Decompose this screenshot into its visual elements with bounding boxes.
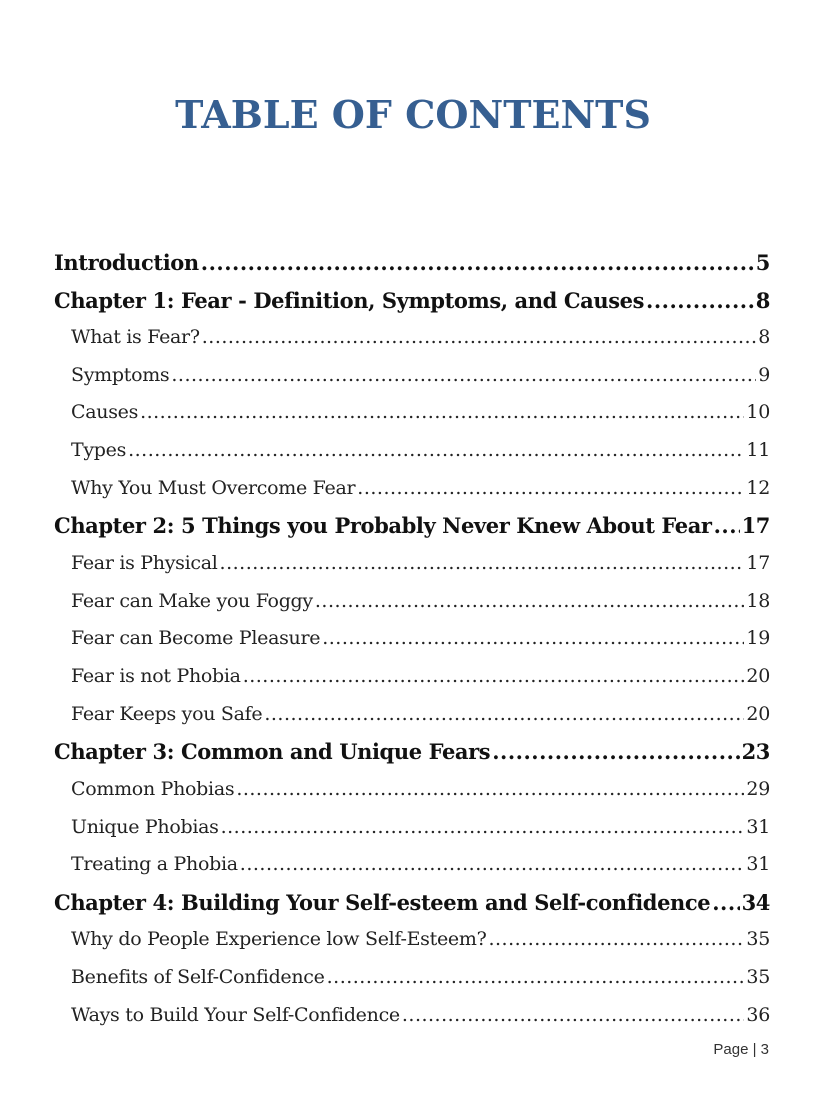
dot-leader [202,319,756,357]
toc-entry-label: Fear is not Phobia [71,665,241,687]
toc-entry-page: 31 [746,815,770,838]
toc-entry-label: Fear is Physical [71,551,218,574]
dot-leader [243,658,745,696]
toc-entry-page: 17 [746,551,770,574]
toc-entry[interactable] [54,921,770,959]
dot-leader [327,959,745,997]
toc-entry-label: Chapter 4: Building Your Self-esteem and Self-confidence [54,889,711,915]
toc-entry-label: Introduction [54,250,199,275]
toc-entry-label: Common Phobias [71,777,235,800]
dot-leader [402,997,745,1035]
toc-entry[interactable] [54,357,770,395]
toc-entry-page: 34 [741,889,770,915]
toc-entry-chapter-3[interactable] [54,733,770,771]
toc-entry-page: 31 [746,853,770,876]
toc-entry[interactable] [54,583,770,621]
dot-leader [315,583,745,621]
toc-entry[interactable] [54,620,770,658]
toc-entry-label: Chapter 1: Fear - Definition, Symptoms, and Causes [54,287,645,313]
dot-leader [221,809,745,847]
toc-entry-chapter-2[interactable] [54,507,770,545]
dot-leader [492,733,739,771]
toc-entry[interactable] [54,771,770,809]
toc-entry-label: Benefits of Self-Confidence [71,966,325,989]
toc-entry-page: 20 [746,702,770,725]
toc-entry[interactable] [54,545,770,583]
toc-entry[interactable] [54,809,770,847]
toc-entry-page: 20 [746,665,770,687]
toc-entry-introduction[interactable] [54,244,770,282]
toc-entry-label: Why You Must Overcome Fear [71,476,356,499]
toc-entry-label: Chapter 3: Common and Unique Fears [54,739,491,765]
dot-leader [322,620,744,658]
toc-entry-page: 35 [746,966,770,989]
toc-entry[interactable] [54,696,770,734]
dot-leader [357,470,744,508]
toc-entry[interactable] [54,846,770,884]
toc-entry-page: 35 [746,928,770,951]
dot-leader [488,921,744,959]
toc-entry-label: Fear can Become Pleasure [71,627,321,650]
toc-entry[interactable] [54,319,770,357]
dot-leader [140,394,744,432]
toc-entry[interactable] [54,959,770,997]
toc-entry-page: 8 [755,287,770,313]
dot-leader [264,696,744,734]
toc-entry-page: 19 [746,627,770,650]
toc-entry-label: What is Fear? [71,326,200,348]
dot-leader [236,771,744,809]
toc-entry-label: Unique Phobias [71,815,219,838]
toc-entry-page: 23 [741,739,770,765]
toc-entry-chapter-4[interactable] [54,884,770,922]
toc-entry-label: Why do People Experience low Self-Esteem? [71,928,487,951]
dot-leader [128,432,744,470]
toc-entry-label: Fear Keeps you Safe [71,702,263,725]
toc-entry-page: 8 [758,326,770,348]
dot-leader [712,884,739,922]
toc-entry-page: 18 [746,589,770,612]
dot-leader [171,357,756,395]
toc-entry-page: 29 [746,777,770,800]
toc-entry-label: Symptoms [71,363,170,386]
dot-leader [240,846,745,884]
dot-leader [714,507,740,545]
dot-leader [646,282,754,320]
toc-entry-page: 17 [741,513,770,539]
toc-entry-page: 12 [746,476,770,499]
toc-entry[interactable] [54,658,770,696]
toc-entry[interactable] [54,470,770,508]
toc-entry[interactable] [54,997,770,1035]
toc-entry-page: 36 [746,1003,770,1026]
toc-entry-page: 10 [746,401,770,424]
toc-entry-label: Types [71,439,127,462]
table-of-contents [54,244,770,1035]
toc-entry-page: 11 [746,439,770,462]
toc-entry-label: Ways to Build Your Self-Confidence [71,1003,400,1026]
page-title: TABLE OF CONTENTS [175,92,651,137]
dot-leader [220,545,745,583]
toc-entry-label: Causes [71,401,139,424]
page-number-footer: Page | 3 [713,1041,769,1058]
toc-entry-page: 9 [758,363,770,386]
toc-entry-label: Fear can Make you Foggy [71,589,313,612]
toc-entry[interactable] [54,394,770,432]
toc-entry-page: 5 [755,250,770,275]
toc-entry-label: Chapter 2: 5 Things you Probably Never Knew About Fear [54,513,712,539]
toc-entry[interactable] [54,432,770,470]
toc-entry-chapter-1[interactable] [54,282,770,320]
toc-entry-label: Treating a Phobia [71,853,238,876]
dot-leader [201,244,754,282]
